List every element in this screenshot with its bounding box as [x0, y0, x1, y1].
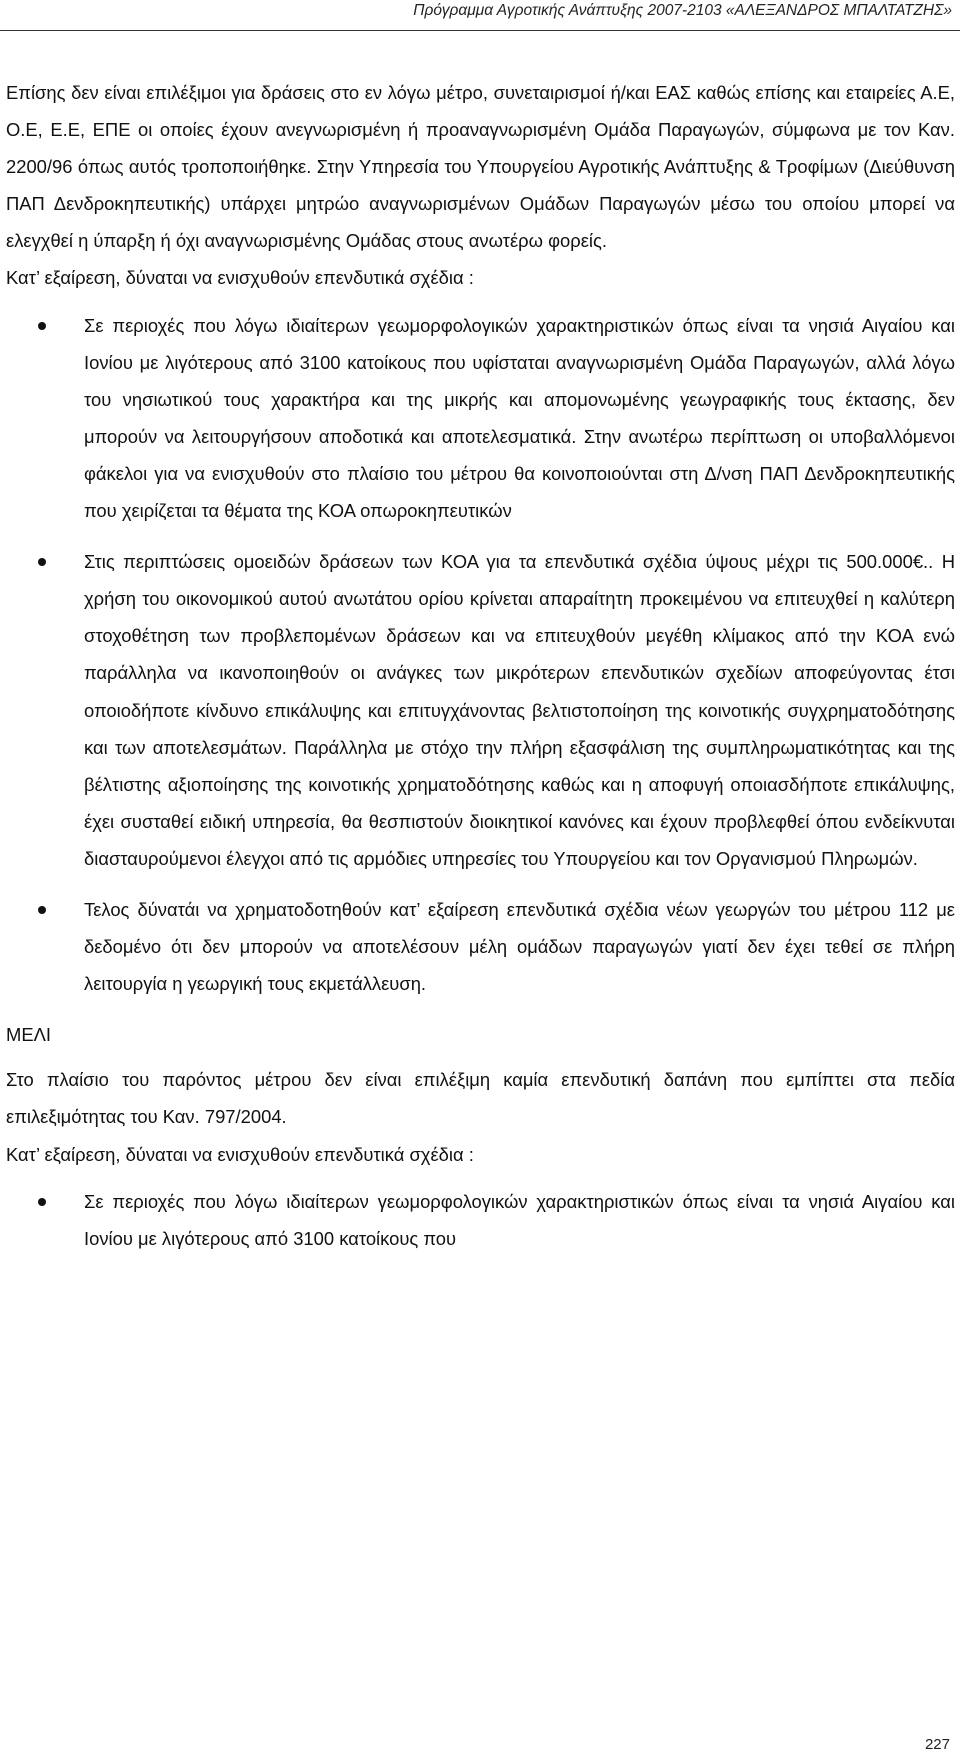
bullet-icon — [38, 1198, 46, 1206]
list-item-text: Στις περιπτώσεις ομοειδών δράσεων των ΚΟΑ για τα επενδυτικά σχέδια ύψους μέχρι τις 500.000€.. Η χρήση του οικονομικού αυτού ανωτάτου ορίου κρίνεται απαραίτητη προκειμένου να επιτευχθεί η καλύτερη στοχοθέτηση των προβλεπομένων δράσεων και να επιτευχθούν μεγέθη κλίμακος από την ΚΟΑ ενώ παράλληλα να ικανοποιηθούν οι ανάγκες των μικρότερων επενδυτικών σχεδίων αποφεύγοντας έτσι οποιοδήποτε κίνδυνο επικάλυψης και επιτυγχάνοντας βελτιστοποίηση της κοινοτικής συγχρηματοδότησης και των αποτελεσμάτων. Παράλληλα με στόχο την πλήρη εξασφάλιση της συμπληρωματικότητας και της βέλτιστης αξιοποίησης της κοινοτικής χρηματοδότησης καθώς και η αποφυγή οποιασδήποτε επικάλυψης, έχει συσταθεί ειδική υπηρεσία, θα θεσπιστούν διοικητικοί κανόνες και έχουν προβλεφθεί όπου ενδείκνυται διασταυρούμενοι έλεγχοι από τις αρμόδιες υπηρεσίες του Υπουργείου και τον Οργανισμού Πληρωμών. — [84, 551, 955, 869]
list-item-text: Σε περιοχές που λόγω ιδιαίτερων γεωμορφολογικών χαρακτηριστικών όπως είναι τα νησιά Αιγαίου και Ιονίου με λιγότερους από 3100 κατοίκους που υφίσταται αναγνωρισμένη Ομάδα Παραγωγών, αλλά λόγω του νησιωτικού τους χαρακτήρα και της μικρής και απομονωμένης γεωγραφικής τους έκτασης, δεν μπορούν να λειτουργήσουν αποδοτικά και αποτελεσματικά. Στην ανωτέρω περίπτωση οι υποβαλλόμενοι φάκελοι για να ενισχυθούν στο πλαίσιο του μέτρου θα κοινοποιούνται στη Δ/νση ΠΑΠ Δενδροκηπευτικής που χειρίζεται τα θέματα της ΚΟΑ οπωροκηπευτικών — [84, 314, 955, 522]
bullet-icon — [38, 558, 46, 566]
list-item-text: Σε περιοχές που λόγω ιδιαίτερων γεωμορφολογικών χαρακτηριστικών όπως είναι τα νησιά Αιγαίου και Ιονίου με λιγότερους από 3100 κατοίκους που — [84, 1190, 955, 1249]
intro-paragraph: Επίσης δεν είναι επιλέξιμοι για δράσεις στο εν λόγω μέτρο, συνεταιρισμοί ή/και ΕΑΣ καθώς επίσης και εταιρείες Α.Ε, Ο.Ε, Ε.Ε, ΕΠΕ οι οποίες έχουν ανεγνωρισμένη ή προαναγνωρισμένη Ομάδα Παραγωγών, σύμφωνα με τον Καν. 2200/96 όπως αυτός τροποποιήθηκε. Στην Υπηρεσία του Υπουργείου Αγροτικής Ανάπτυξης & Τροφίμων (Διεύθυνση ΠΑΠ Δενδροκηπευτικής) υπάρχει μητρώο αναγνωρισμένων Ομάδων Παραγωγών μέσω του οποίου μπορεί να ελεγχθεί η ύπαρξη ή όχι αναγνωρισμένης Ομάδας στους ανωτέρω φορείς. — [6, 82, 955, 252]
exception-intro-2: Κατ’ εξαίρεση, δύναται να ενισχυθούν επενδυτικά σχέδια : — [6, 1143, 474, 1165]
document-body — [6, 74, 955, 1271]
exception-list-1 — [6, 307, 955, 1003]
list-item-text: Τελος δύνατάι να χρηματοδοτηθούν κατ’ εξαίρεση επενδυτικά σχέδια νέων γεωργών του μέτρου 112 με δεδομένο ότι δεν μπορούν να αποτελέσουν μέλη ομάδων παραγωγών γιατί δεν έχει τεθεί σε πλήρη λειτουργία η γεωργική τους εκμετάλλευση. — [84, 898, 955, 995]
list-item — [6, 543, 955, 877]
running-header: Πρόγραμμα Αγροτικής Ανάπτυξης 2007-2103 «ΑΛΕΞΑΝΔΡΟΣ ΜΠΑΛΤΑΤΖΗΣ» — [413, 2, 952, 19]
header-rule — [0, 30, 960, 31]
exception-intro-1: Κατ’ εξαίρεση, δύναται να ενισχυθούν επενδυτικά σχέδια : — [6, 267, 474, 289]
list-item — [6, 891, 955, 1002]
list-item — [6, 1183, 955, 1257]
page-number: 227 — [924, 1736, 950, 1753]
bullet-icon — [38, 322, 46, 330]
exception-list-2 — [6, 1183, 955, 1257]
bullet-icon — [38, 906, 46, 914]
meli-paragraph: Στο πλαίσιο του παρόντος μέτρου δεν είναι επιλέξιμη καμία επενδυτική δαπάνη που εμπίπτει στα πεδία επιλεξιμότητας του Καν. 797/2004. — [6, 1069, 955, 1128]
section-heading-meli: ΜΕΛΙ — [6, 1024, 51, 1046]
list-item — [6, 307, 955, 530]
